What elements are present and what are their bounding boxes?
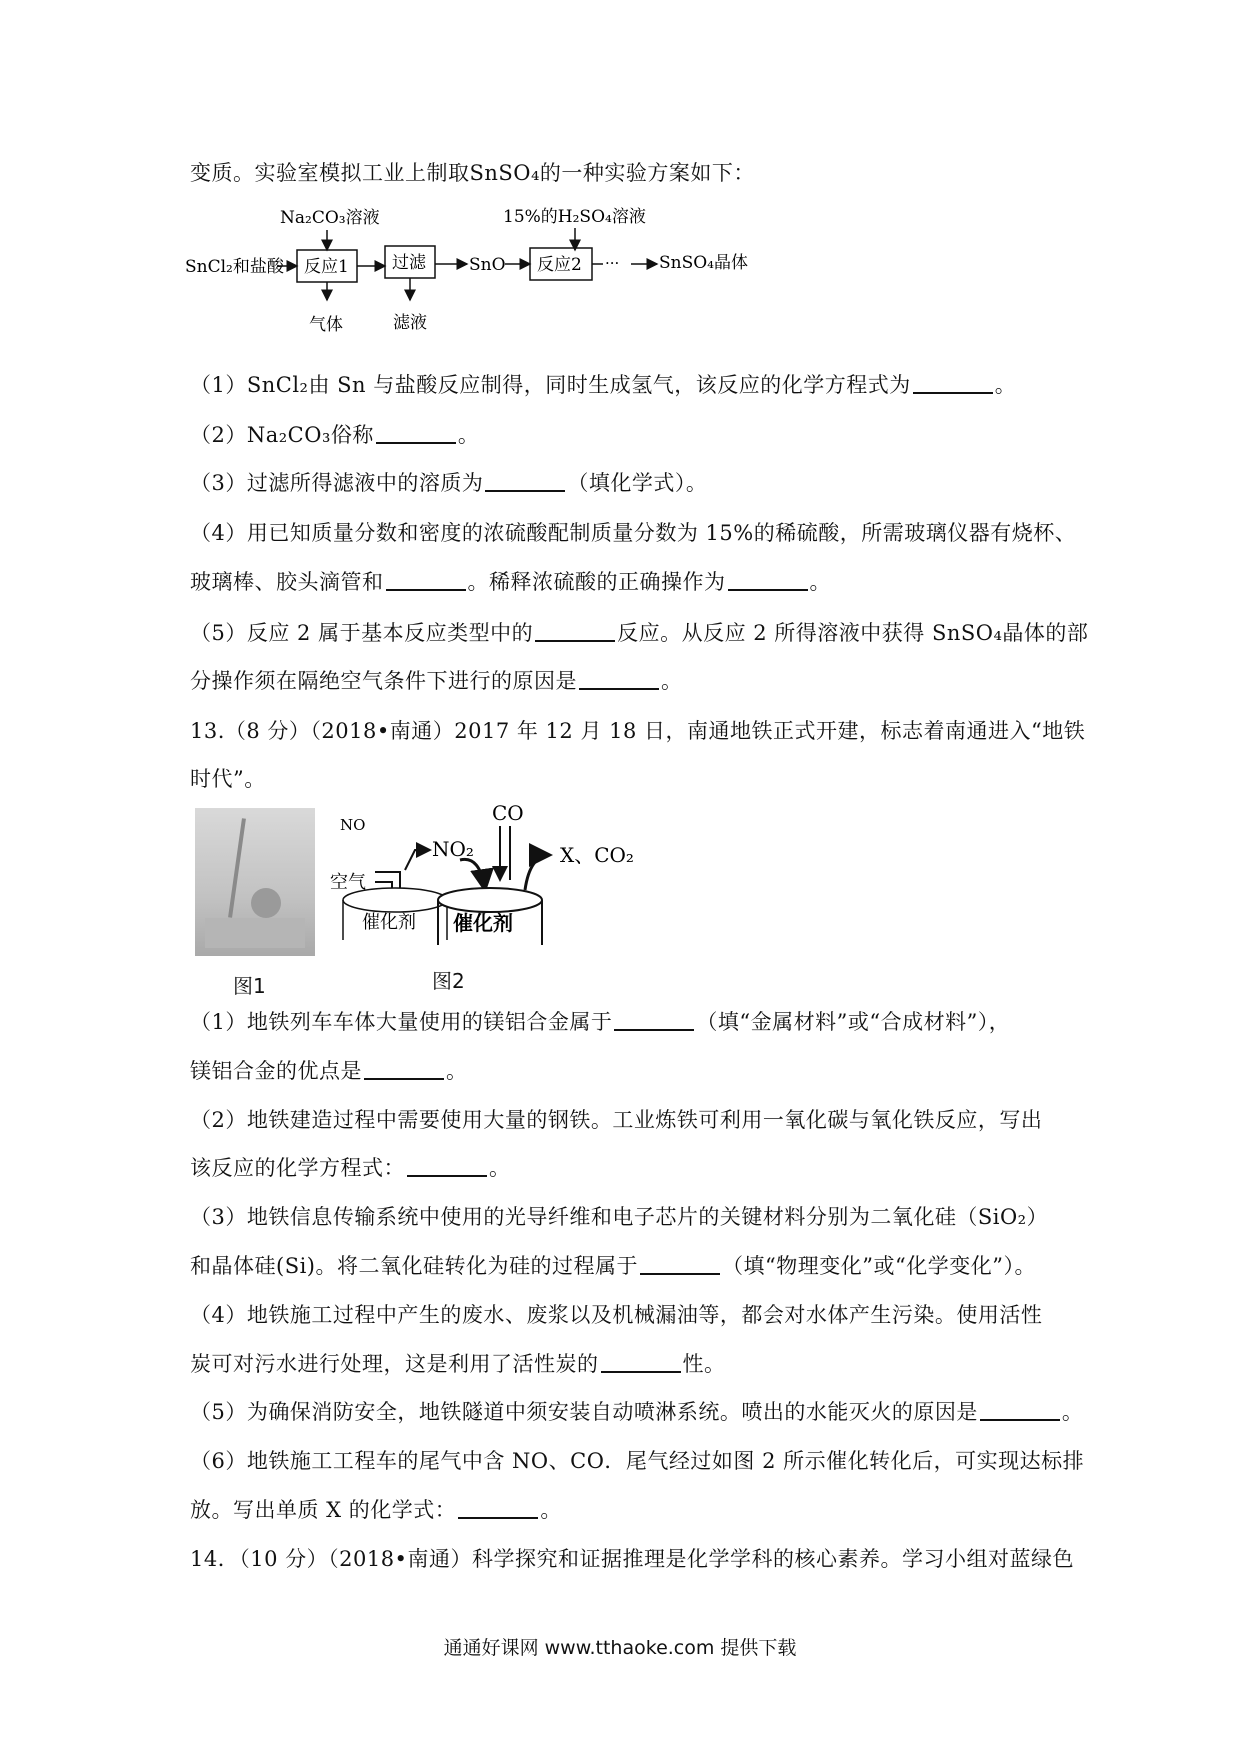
q12-part1: （1）SnCl₂由 Sn 与盐酸反应制得，同时生成氢气，该反应的化学方程式为 。	[190, 370, 1016, 400]
figure2-diagram	[320, 800, 690, 970]
answer-blank[interactable]	[728, 567, 808, 591]
q13-part6-line2: 放。写出单质 X 的化学式： 。	[190, 1495, 562, 1525]
q13-part1-line2: 镁铝合金的优点是 。	[190, 1056, 468, 1086]
flowchart	[185, 200, 865, 350]
fig2-air: 空气	[330, 872, 366, 893]
flow-out-filtrate: 滤液	[393, 313, 427, 333]
fig2-no2: NO₂	[432, 837, 474, 861]
page-footer: 通通好课网 www.tthaoke.com 提供下载	[443, 1637, 797, 1659]
fig2-co: CO	[492, 801, 524, 825]
flow-reagent-na2co3: Na₂CO₃溶液	[280, 208, 380, 228]
answer-blank[interactable]	[640, 1251, 720, 1275]
q12-part4-line2: 玻璃棒、胶头滴管和 。稀释浓硫酸的正确操作为 。	[190, 567, 831, 597]
q13-part4-line2: 炭可对污水进行处理，这是利用了活性炭的 性。	[190, 1349, 726, 1379]
q13-part3-line2: 和晶体硅(Si)。将二氧化硅转化为硅的过程属于 （填“物理变化”或“化学变化”）。	[190, 1251, 1036, 1281]
fig2-products: X、CO₂	[560, 843, 634, 867]
answer-blank[interactable]	[376, 420, 456, 444]
q12-part5-line2: 分操作须在隔绝空气条件下进行的原因是 。	[190, 666, 683, 696]
q13-part4-line1: （4）地铁施工过程中产生的废水、废浆以及机械漏油等，都会对水体产生污染。使用活性	[190, 1303, 1043, 1327]
fig2-catalyst1: 催化剂	[362, 912, 416, 933]
answer-blank[interactable]	[913, 370, 993, 394]
q13-part6-line1: （6）地铁施工工程车的尾气中含 NO、CO．尾气经过如图 2 所示催化转化后，可实现达标排	[190, 1449, 1085, 1473]
answer-blank[interactable]	[535, 618, 615, 642]
answer-blank[interactable]	[601, 1349, 681, 1373]
intro-text: 变质。实验室模拟工业上制取SnSO₄的一种实验方案如下：	[190, 161, 755, 185]
answer-blank[interactable]	[485, 468, 565, 492]
answer-blank[interactable]	[579, 666, 659, 690]
q12-part3: （3）过滤所得滤液中的溶质为 （填化学式）。	[190, 468, 707, 498]
q13-part3-line1: （3）地铁信息传输系统中使用的光导纤维和电子芯片的关键材料分别为二氧化硅（SiO₂）	[190, 1205, 1049, 1229]
figure2-caption: 图2	[432, 969, 465, 993]
fig2-no: NO	[340, 816, 366, 834]
q12-part4-line1: （4）用已知质量分数和密度的浓硫酸配制质量分数为 15%的稀硫酸，所需玻璃仪器有烧杯、	[190, 521, 1077, 545]
answer-blank[interactable]	[980, 1397, 1060, 1421]
q13-part2-line2: 该反应的化学方程式： 。	[190, 1153, 511, 1183]
answer-blank[interactable]	[614, 1007, 694, 1031]
flow-reagent-h2so4: 15%的H₂SO₄溶液	[503, 207, 646, 227]
answer-blank[interactable]	[386, 567, 466, 591]
flow-box2-label: 过滤	[392, 253, 426, 273]
q12-part2: （2）Na₂CO₃俗称 。	[190, 420, 479, 450]
figure1-photo	[195, 808, 315, 956]
answer-blank[interactable]	[458, 1495, 538, 1519]
q13-part5: （5）为确保消防安全，地铁隧道中须安装自动喷淋系统。喷出的水能灭火的原因是 。	[190, 1397, 1083, 1427]
flow-box3-label: 反应2	[537, 255, 582, 275]
flow-box1-label: 反应1	[304, 257, 349, 277]
figure1-caption: 图1	[233, 974, 266, 998]
answer-blank[interactable]	[364, 1056, 444, 1080]
flow-dots: ···	[605, 254, 620, 272]
flow-end: SnSO₄晶体	[659, 253, 748, 273]
flow-sno: SnO	[469, 255, 506, 275]
q13-stem-line1: 13.（8 分）（2018•南通）2017 年 12 月 18 日，南通地铁正式开建，标志着南通进入“地铁	[190, 719, 1086, 743]
answer-blank[interactable]	[407, 1153, 487, 1177]
fig2-catalyst2: 催化剂	[453, 911, 513, 935]
flow-start: SnCl₂和盐酸	[185, 257, 284, 277]
flow-out-gas: 气体	[309, 315, 343, 335]
q13-part1-line1: （1）地铁列车车体大量使用的镁铝合金属于 （填“金属材料”或“合成材料”），	[190, 1007, 1010, 1037]
q14-stem-line1: 14．（10 分）（2018•南通）科学探究和证据推理是化学学科的核心素养。学习小组对蓝绿色	[190, 1547, 1074, 1571]
q12-part5-line1: （5）反应 2 属于基本反应类型中的 反应。从反应 2 所得溶液中获得 SnSO₄晶体的部	[190, 618, 1088, 648]
q13-part2-line1: （2）地铁建造过程中需要使用大量的钢铁。工业炼铁可利用一氧化碳与氧化铁反应，写出	[190, 1108, 1043, 1132]
q13-stem-line2: 时代”。	[190, 767, 266, 791]
